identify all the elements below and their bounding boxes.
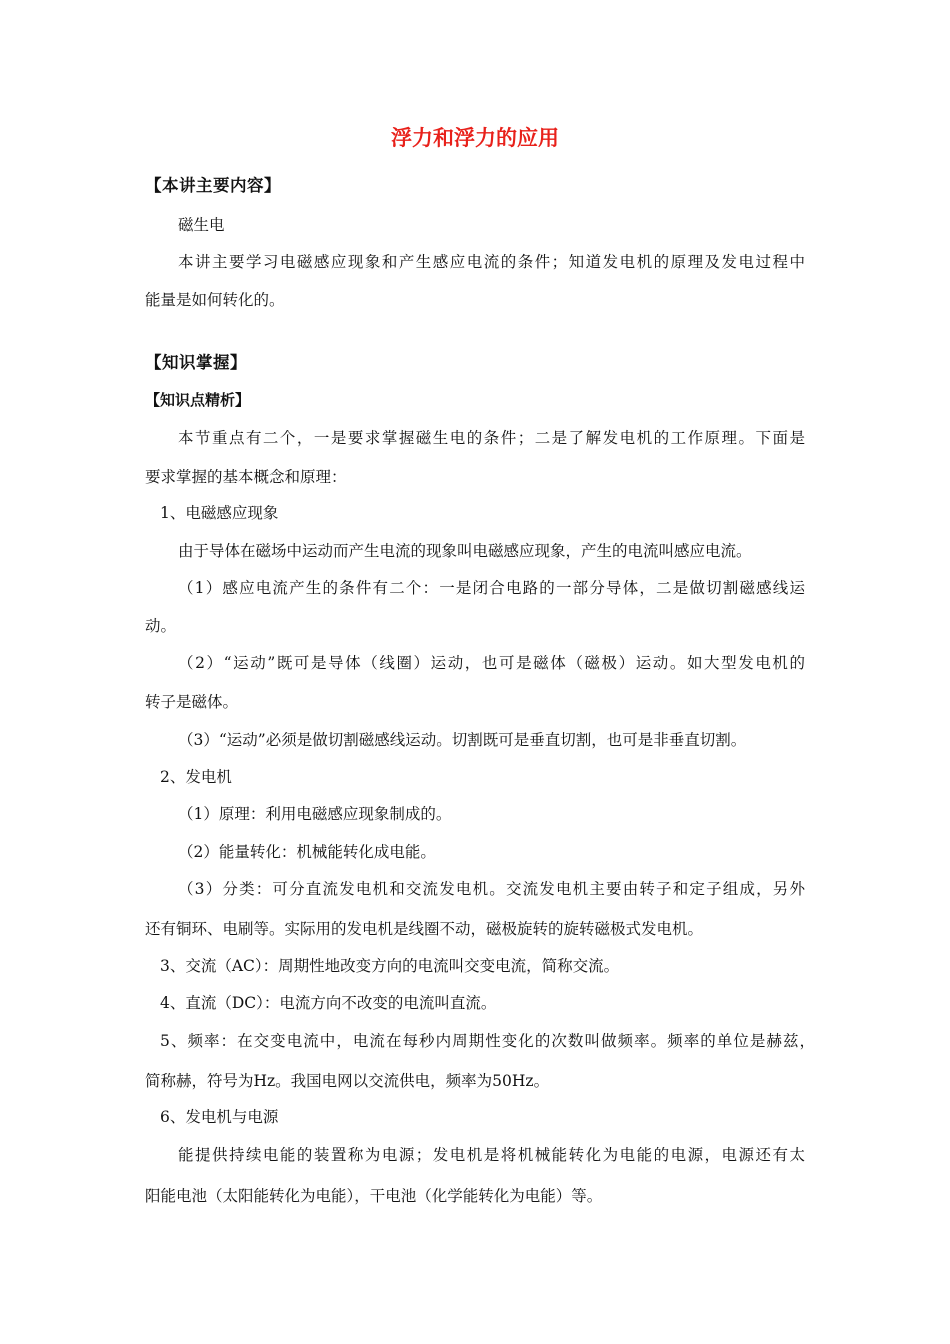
paragraph-1-line-1: 本节重点有二个，一是要求掌握磁生电的条件；二是了解发电机的工作原理。下面是 [178, 429, 805, 447]
paragraph-1-line-2: 要求掌握的基本概念和原理： [145, 468, 347, 486]
item-1-title: 1、电磁感应现象 [160, 504, 279, 522]
item-5-frequency-line-1: 5、频率：在交变电流中，电流在每秒内周期性变化的次数叫做频率。频率的单位是赫兹， [160, 1032, 815, 1050]
item-6-line-1: 能提供持续电能的装置称为电源；发电机是将机械能转化为电能的电源，电源还有太 [178, 1146, 805, 1164]
item-3-ac: 3、交流（AC）：周期性地改变方向的电流叫交变电流，简称交流。 [160, 957, 620, 975]
item-5-frequency-line-2: 简称赫，符号为Hz。我国电网以交流供电，频率为50Hz。 [145, 1072, 550, 1090]
item-1-point-2-line-1: （2）“运动”既可是导体（线圈）运动，也可是磁体（磁极）运动。如大型发电机的 [178, 654, 805, 672]
document-title: 浮力和浮力的应用 [391, 125, 559, 150]
subheading-knowledge-points: 【知识点精析】 [145, 391, 251, 409]
item-2-point-3-line-2: 还有铜环、电刷等。实际用的发电机是线圈不动，磁极旋转的旋转磁极式发电机。 [145, 920, 704, 938]
item-1-point-1-line-1: （1）感应电流产生的条件有二个：一是闭合电路的一部分导体，二是做切割磁感线运 [178, 579, 805, 597]
item-4-dc: 4、直流（DC）：电流方向不改变的电流叫直流。 [160, 994, 497, 1012]
section-heading-knowledge: 【知识掌握】 [145, 353, 247, 372]
item-6-title: 6、发电机与电源 [160, 1108, 279, 1126]
item-2-point-1: （1）原理：利用电磁感应现象制成的。 [178, 805, 452, 823]
item-1-point-2-line-2: 转子是磁体。 [145, 693, 239, 711]
item-2-title: 2、发电机 [160, 768, 232, 786]
item-1-point-3: （3）“运动”必须是做切割磁感线运动。切割既可是垂直切割，也可是非垂直切割。 [178, 731, 747, 749]
intro-paragraph-line-2: 能量是如何转化的。 [145, 291, 285, 309]
item-1-point-1-line-2: 动。 [145, 617, 177, 635]
item-1-description: 由于导体在磁场中运动而产生电流的现象叫电磁感应现象，产生的电流叫感应电流。 [178, 542, 752, 560]
item-2-point-3-line-1: （3）分类：可分直流发电机和交流发电机。交流发电机主要由转子和定子组成，另外 [178, 880, 805, 898]
section-heading-main-content: 【本讲主要内容】 [145, 176, 281, 195]
item-6-line-2: 阳能电池（太阳能转化为电能），干电池（化学能转化为电能）等。 [145, 1187, 603, 1205]
item-2-point-2: （2）能量转化：机械能转化成电能。 [178, 843, 436, 861]
topic-text: 磁生电 [178, 216, 225, 234]
intro-paragraph-line-1: 本讲主要学习电磁感应现象和产生感应电流的条件；知道发电机的原理及发电过程中 [178, 253, 805, 271]
